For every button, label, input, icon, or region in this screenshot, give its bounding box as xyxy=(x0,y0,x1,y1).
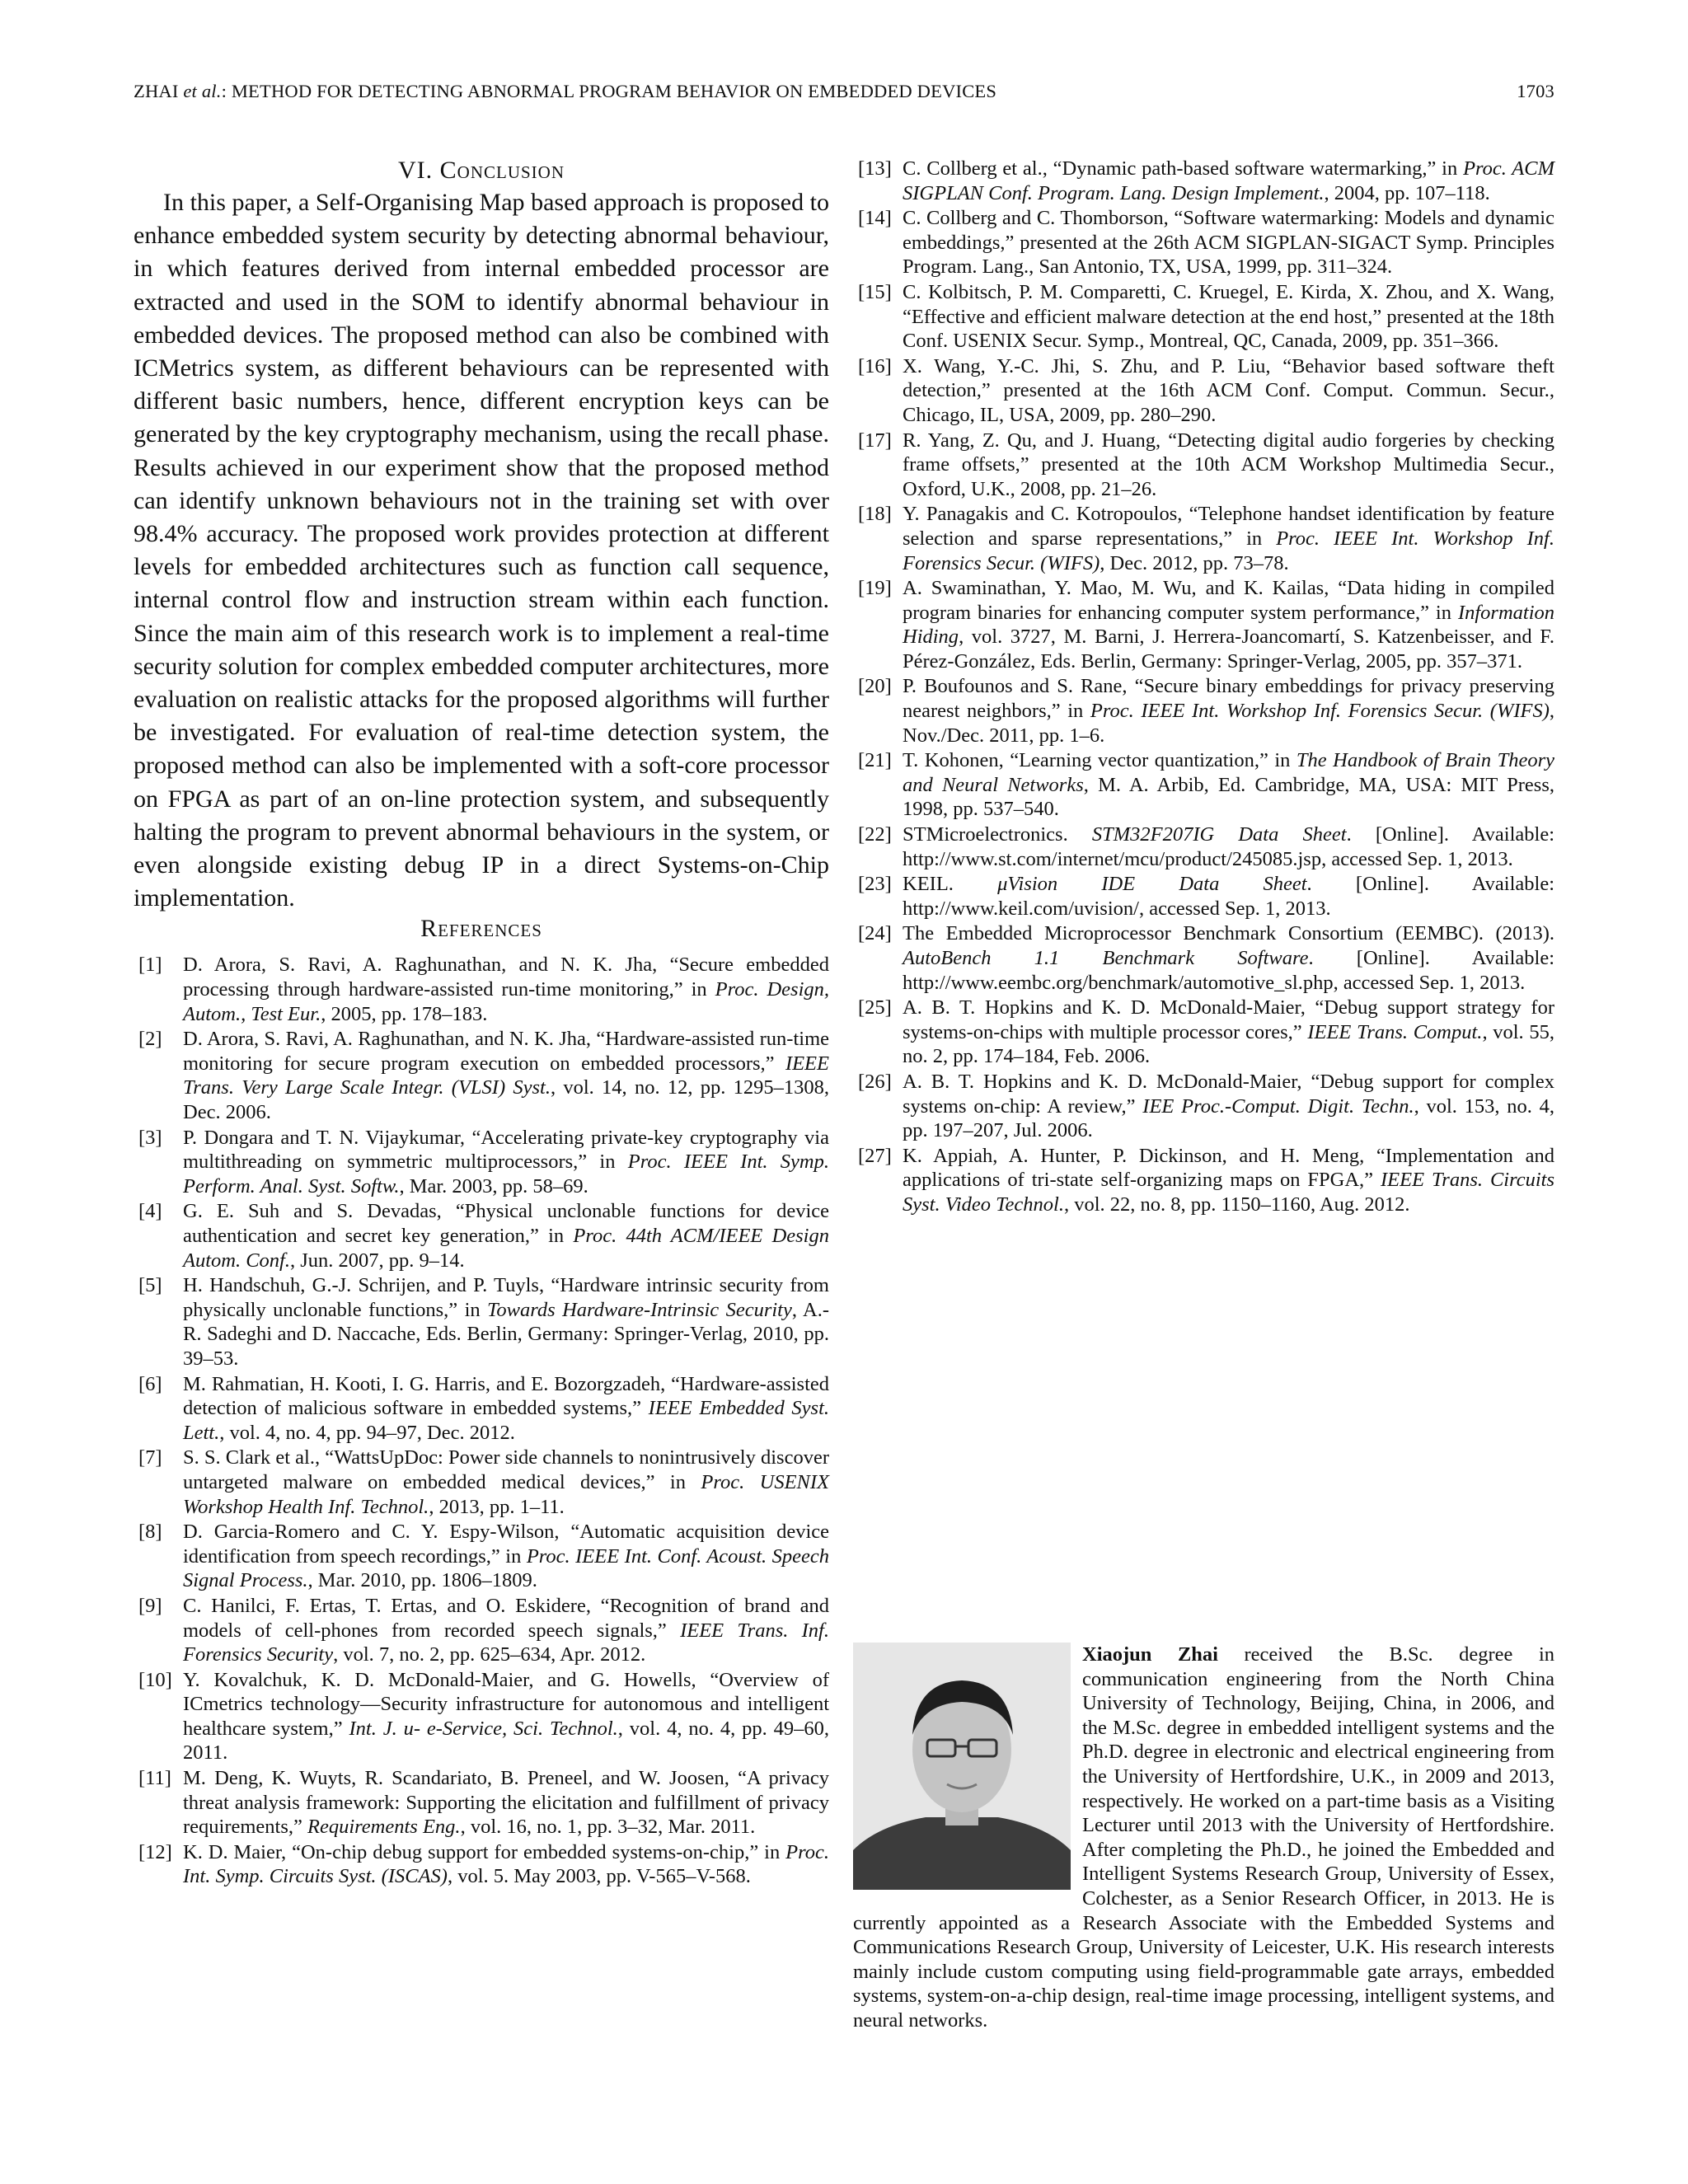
reference-number: [7] xyxy=(138,1446,162,1469)
reference-item xyxy=(853,674,1554,748)
reference-details: , vol. 14, no. 12, pp. 1295–1308, Dec. 2006. xyxy=(183,1076,829,1124)
section-heading-conclusion: VI. Conclusion xyxy=(397,157,565,184)
left-column xyxy=(134,157,829,1890)
reference-item xyxy=(853,872,1554,921)
reference-details: , M. A. Arbib, Ed. Cambridge, MA, USA: MIT Press, 1998, pp. 537–540. xyxy=(903,773,1554,821)
reference-venue: The Handbook of Brain Theory and Neural Networks xyxy=(903,749,1555,796)
reference-text: A. B. T. Hopkins and K. D. McDonald-Maier, “Debug support strategy for systems-on-chips with multiple processor cores,” xyxy=(903,996,1554,1043)
reference-text: D. Arora, S. Ravi, A. Raghunathan, and N. K. Jha, “Secure embedded processing through hardware-assisted run-time monitoring,” in xyxy=(183,954,829,1001)
reference-number: [27] xyxy=(858,1144,892,1167)
reference-number: [17] xyxy=(858,429,892,452)
reference-number: [15] xyxy=(858,280,892,303)
reference-venue: Proc. USENIX Workshop Health Inf. Technol. xyxy=(183,1470,829,1518)
reference-text: C. Collberg and C. Thomborson, “Software watermarking: Models and dynamic embeddings,” presented at the 26th ACM SIGPLAN-SIGACT Symp. Principles Program. Lang., San Antonio, TX, USA, 1999, pp. 311–324. xyxy=(903,207,1554,279)
reference-text: C. Kolbitsch, P. M. Comparetti, C. Kruegel, E. Kirda, X. Zhou, and X. Wang, “Effective and efficient malware detection at the end host,” presented at the 18th Conf. USENIX Secur. Symp., Montreal, QC, Canada, 2009, pp. 351–366. xyxy=(903,280,1554,353)
reference-item xyxy=(134,1520,829,1593)
reference-venue: IEEE Trans. Very Large Scale Integr. (VLSI) Syst. xyxy=(183,1052,829,1099)
reference-number: [21] xyxy=(858,749,892,772)
reference-venue: IEE Proc.-Comput. Digit. Techn. xyxy=(1142,1094,1414,1118)
reference-number: [12] xyxy=(138,1840,172,1863)
reference-venue: μVision IDE Data Sheet xyxy=(997,873,1307,896)
author-bio-text: received the B.Sc. degree in communication engineering from the North China University of Technology, Beijing, China, in 2006, and the M.Sc. degree in embedded intelligent systems and the Ph.D. degree in electronic and electrical engineering from the University of Hertfordshire, U.K., in 2009 and 2013, respectively. He worked on a part-time basis as a Visiting Lecturer until 2013 with the University of Hertfordshire. After completing the Ph.D., he joined the Embedded and Intelligent Systems Research Group, University of Essex, Colchester, as a Senior Research Officer, in 2013. He is currently appointed as a Research Associate with the Embedded Systems and Communications Research Group, University of Leicester, U.K. His research interests mainly include custom computing using field-programmable gate arrays, embedded systems, system-on-a-chip design, real-time image processing, intelligent systems, and neural networks. xyxy=(853,1643,1555,2032)
reference-item xyxy=(134,1273,829,1371)
reference-number: [13] xyxy=(858,157,892,180)
reference-text: H. Handschuh, G.-J. Schrijen, and P. Tuyls, “Hardware intrinsic security from physically unclonable functions,” in xyxy=(183,1274,829,1321)
reference-item xyxy=(853,576,1554,673)
reference-text: STMicroelectronics. xyxy=(903,823,1092,846)
reference-text: M. Deng, K. Wuyts, R. Scandariato, B. Preneel, and W. Joosen, “A privacy threat analysis framework: Supporting the elicitation and fulfillment of privacy requirements,” xyxy=(183,1767,829,1839)
reference-item xyxy=(134,1766,829,1840)
reference-number: [11] xyxy=(138,1767,171,1790)
reference-text: P. Dongara and T. N. Vijaykumar, “Accelerating private-key cryptography via multithreading on symmetric multiprocessors,” in xyxy=(183,1126,829,1174)
reference-item xyxy=(134,1199,829,1272)
reference-item xyxy=(853,354,1554,428)
right-column xyxy=(853,157,1554,1218)
reference-item xyxy=(853,206,1554,279)
reference-item xyxy=(134,1668,829,1765)
reference-item xyxy=(134,953,829,1026)
reference-details: . [Online]. Available: http://www.st.com/internet/mcu/product/245085.jsp, accessed Sep. 1, 2013. xyxy=(903,823,1554,870)
reference-item xyxy=(134,1372,829,1446)
reference-details: . [Online]. Available: http://www.eembc.org/benchmark/automotive_sl.php, accessed Sep. 1, 2013. xyxy=(903,947,1554,994)
reference-venue: Towards Hardware-Intrinsic Security xyxy=(487,1298,792,1321)
reference-number: [26] xyxy=(858,1070,892,1093)
reference-venue: IEEE Trans. Comput. xyxy=(1307,1020,1483,1043)
reference-text: T. Kohonen, “Learning vector quantization,” in xyxy=(903,749,1296,772)
reference-item xyxy=(853,280,1554,354)
reference-details: , Dec. 2012, pp. 73–78. xyxy=(1100,551,1289,574)
running-head xyxy=(134,81,1554,105)
reference-text: A. B. T. Hopkins and K. D. McDonald-Maier, “Debug support for complex systems on-chip: A review,” xyxy=(903,1070,1554,1118)
reference-item xyxy=(853,502,1554,575)
reference-text: R. Yang, Z. Qu, and J. Huang, “Detecting digital audio forgeries by checking frame offsets,” presented at the 10th ACM Workshop Multimedia Secur., Oxford, U.K., 2008, pp. 21–26. xyxy=(903,429,1554,500)
reference-number: [6] xyxy=(138,1372,162,1395)
reference-details: , Jun. 2007, pp. 9–14. xyxy=(290,1249,465,1272)
reference-item xyxy=(134,1126,829,1199)
reference-number: [22] xyxy=(858,823,892,846)
reference-number: [4] xyxy=(138,1200,162,1223)
running-title: ZHAI et al.: METHOD FOR DETECTING ABNORMAL PROGRAM BEHAVIOR ON EMBEDDED DEVICES xyxy=(134,81,997,101)
reference-item xyxy=(134,1446,829,1519)
reference-item xyxy=(134,1840,829,1889)
reference-details: , Mar. 2003, pp. 58–69. xyxy=(399,1174,588,1197)
reference-details: , vol. 22, no. 8, pp. 1150–1160, Aug. 2012. xyxy=(1063,1193,1410,1216)
reference-text: The Embedded Microprocessor Benchmark Consortium (EEMBC). (2013). xyxy=(903,922,1554,945)
reference-venue: Proc. IEEE Int. Conf. Acoust. Speech Signal Process. xyxy=(183,1544,829,1592)
reference-text: G. E. Suh and S. Devadas, “Physical unclonable functions for device authentication and secret key generation,” in xyxy=(183,1200,829,1247)
reference-number: [18] xyxy=(858,503,892,526)
reference-text: K. D. Maier, “On-chip debug support for embedded systems-on-chip,” in xyxy=(183,1840,786,1863)
reference-venue: Int. J. u- e-Service, Sci. Technol. xyxy=(349,1717,618,1740)
reference-number: [24] xyxy=(858,922,892,945)
reference-details: . [Online]. Available: http://www.keil.com/uvision/, accessed Sep. 1, 2013. xyxy=(903,873,1554,920)
reference-item xyxy=(853,429,1554,502)
reference-venue: AutoBench 1.1 Benchmark Software xyxy=(903,947,1309,969)
reference-details: , vol. 55, no. 2, pp. 174–184, Feb. 2006. xyxy=(903,1020,1554,1068)
section-heading-references: References xyxy=(420,915,542,943)
reference-details: , vol. 3727, M. Barni, J. Herrera-Joancomartí, S. Katzenbeisser, and F. Pérez-González, Eds. Berlin, Germany: Springer-Verlag, 2005, pp. 357–371. xyxy=(903,626,1554,673)
reference-number: [1] xyxy=(138,954,162,977)
reference-venue: Proc. IEEE Int. Workshop Inf. Forensics Secur. (WIFS) xyxy=(903,527,1554,574)
reference-text: S. S. Clark et al., “WattsUpDoc: Power side channels to nonintrusively discover untargeted malware on embedded medical devices,” in xyxy=(183,1446,829,1493)
reference-number: [16] xyxy=(858,354,892,377)
reference-venue: IEEE Embedded Syst. Lett. xyxy=(183,1397,829,1444)
reference-details: , vol. 7, no. 2, pp. 625–634, Apr. 2012. xyxy=(333,1643,646,1666)
reference-number: [8] xyxy=(138,1521,162,1544)
reference-details: , vol. 153, no. 4, pp. 197–207, Jul. 2006. xyxy=(903,1094,1555,1142)
reference-item xyxy=(134,1594,829,1667)
reference-text: P. Boufounos and S. Rane, “Secure binary embeddings for privacy preserving nearest neighbors,” in xyxy=(903,675,1554,723)
reference-text: D. Arora, S. Ravi, A. Raghunathan, and N. K. Jha, “Hardware-assisted run-time monitoring for secure program execution on embedded processors,” xyxy=(183,1028,829,1075)
reference-item xyxy=(853,1070,1554,1143)
reference-venue: Proc. 44th ACM/IEEE Design Autom. Conf. xyxy=(183,1225,829,1272)
reference-details: , vol. 16, no. 1, pp. 3–32, Mar. 2011. xyxy=(460,1816,756,1839)
reference-text: D. Garcia-Romero and C. Y. Espy-Wilson, “Automatic acquisition device identification from speech recordings,” in xyxy=(183,1521,829,1568)
reference-venue: Proc. IEEE Int. Workshop Inf. Forensics Secur. (WIFS) xyxy=(1090,700,1550,723)
conclusion-paragraph: In this paper, a Self-Organising Map based approach is proposed to enhance embedded system security by detecting abnormal behaviour, in which features derived from internal embedded processor are extracted and used in the SOM to identify abnormal behaviour in embedded devices. The proposed method can also be combined with ICMetrics system, as different behaviours can be represented with different basic numbers, hence, different encryption keys can be generated by the key cryptography mechanism, using the recall phase. Results achieved in our experiment show that the proposed method can identify unknown behaviours not in the training set with over 98.4% accuracy. The proposed work provides protection at different levels for embedded architectures such as function call sequence, internal control flow and instruction stream within each function. Since the main aim of this research work is to implement a real-time security solution for complex embedded computer architectures, more evaluation on realistic attacks for the proposed algorithms will further be investigated. For evaluation of real-time detection system, the proposed method can also be implemented with a soft-core processor on FPGA as part of an on-line protection system, and subsequently halting the program to prevent abnormal behaviours in the system, or even alongside existing debug IP in a direct Systems-on-Chip implementation. xyxy=(134,189,829,912)
reference-number: [14] xyxy=(858,207,892,230)
page-number: 1703 xyxy=(1517,81,1554,101)
author-portrait-icon xyxy=(853,1643,1071,1890)
reference-text: C. Hanilci, F. Ertas, T. Ertas, and O. Eskidere, “Recognition of brand and models of cell-phones from recorded speech signals,” xyxy=(183,1594,829,1642)
reference-venue: Proc. Design, Autom., Test Eur. xyxy=(183,978,830,1025)
reference-text: K. Appiah, A. Hunter, P. Dickinson, and H. Meng, “Implementation and applications of tri-state self-organizing maps on FPGA,” xyxy=(903,1144,1554,1192)
reference-list-right xyxy=(853,157,1554,1217)
reference-text: C. Collberg et al., “Dynamic path-based software watermarking,” in xyxy=(903,157,1464,180)
reference-text: KEIL. xyxy=(903,873,998,896)
reference-number: [9] xyxy=(138,1594,162,1617)
reference-number: [2] xyxy=(138,1028,162,1051)
reference-details: , vol. 5. May 2003, pp. V-565–V-568. xyxy=(447,1865,751,1888)
reference-text: Y. Kovalchuk, K. D. McDonald-Maier, and G. Howells, “Overview of ICmetrics technology—Security infrastructure for autonomous and intelligent healthcare system,” xyxy=(183,1668,829,1740)
reference-number: [5] xyxy=(138,1274,162,1297)
reference-details: , vol. 4, no. 4, pp. 49–60, 2011. xyxy=(183,1717,830,1765)
reference-number: [20] xyxy=(858,675,892,698)
reference-number: [3] xyxy=(138,1126,162,1149)
reference-text: X. Wang, Y.-C. Jhi, S. Zhu, and P. Liu, “Behavior based software theft detection,” presented at the 16th ACM Conf. Comput. Commun. Secur., Chicago, IL, USA, 2009, pp. 280–290. xyxy=(903,354,1554,426)
reference-details: , Nov./Dec. 2011, pp. 1–6. xyxy=(903,700,1555,747)
reference-details: , 2013, pp. 1–11. xyxy=(429,1495,565,1518)
reference-venue: Proc. Int. Symp. Circuits Syst. (ISCAS) xyxy=(183,1840,829,1888)
reference-text: M. Rahmatian, H. Kooti, I. G. Harris, and E. Bozorgzadeh, “Hardware-assisted detection of malicious software in embedded systems,” xyxy=(183,1372,829,1420)
reference-list-left xyxy=(134,953,829,1889)
author-photo xyxy=(853,1643,1071,1890)
reference-item xyxy=(853,921,1554,995)
reference-details: , 2004, pp. 107–118. xyxy=(1324,181,1490,204)
reference-venue: Proc. ACM SIGPLAN Conf. Program. Lang. Design Implement. xyxy=(903,157,1554,204)
reference-item xyxy=(134,1027,829,1124)
reference-details: , A.-R. Sadeghi and D. Naccache, Eds. Berlin, Germany: Springer-Verlag, 2010, pp. 39–53. xyxy=(183,1298,829,1370)
reference-venue: Information Hiding xyxy=(903,601,1554,649)
reference-item xyxy=(853,823,1554,871)
reference-venue: Proc. IEEE Int. Symp. Perform. Anal. Syst. Softw. xyxy=(183,1151,829,1197)
reference-item xyxy=(853,1144,1554,1217)
author-biography xyxy=(853,1643,1554,2033)
reference-details: , vol. 4, no. 4, pp. 94–97, Dec. 2012. xyxy=(219,1421,515,1444)
reference-text: A. Swaminathan, Y. Mao, M. Wu, and K. Kailas, “Data hiding in compiled program binaries for enhancing computer system performance,” in xyxy=(903,577,1554,624)
reference-number: [25] xyxy=(858,996,892,1019)
reference-details: , 2005, pp. 178–183. xyxy=(321,1002,488,1025)
reference-text: Y. Panagakis and C. Kotropoulos, “Telephone handset identification by feature selection and sparse representations,” in xyxy=(903,503,1554,550)
reference-item xyxy=(853,157,1554,205)
reference-venue: STM32F207IG Data Sheet xyxy=(1091,823,1347,846)
reference-venue: IEEE Trans. Inf. Forensics Security xyxy=(183,1619,829,1666)
reference-item xyxy=(853,996,1554,1069)
reference-number: [19] xyxy=(858,577,892,600)
reference-number: [10] xyxy=(138,1668,172,1691)
author-name: Xiaojun Zhai xyxy=(1082,1643,1218,1666)
reference-number: [23] xyxy=(858,873,892,896)
reference-venue: IEEE Trans. Circuits Syst. Video Technol. xyxy=(903,1169,1554,1216)
reference-item xyxy=(853,748,1554,822)
reference-details: , Mar. 2010, pp. 1806–1809. xyxy=(307,1569,537,1592)
reference-venue: Requirements Eng. xyxy=(307,1816,461,1839)
